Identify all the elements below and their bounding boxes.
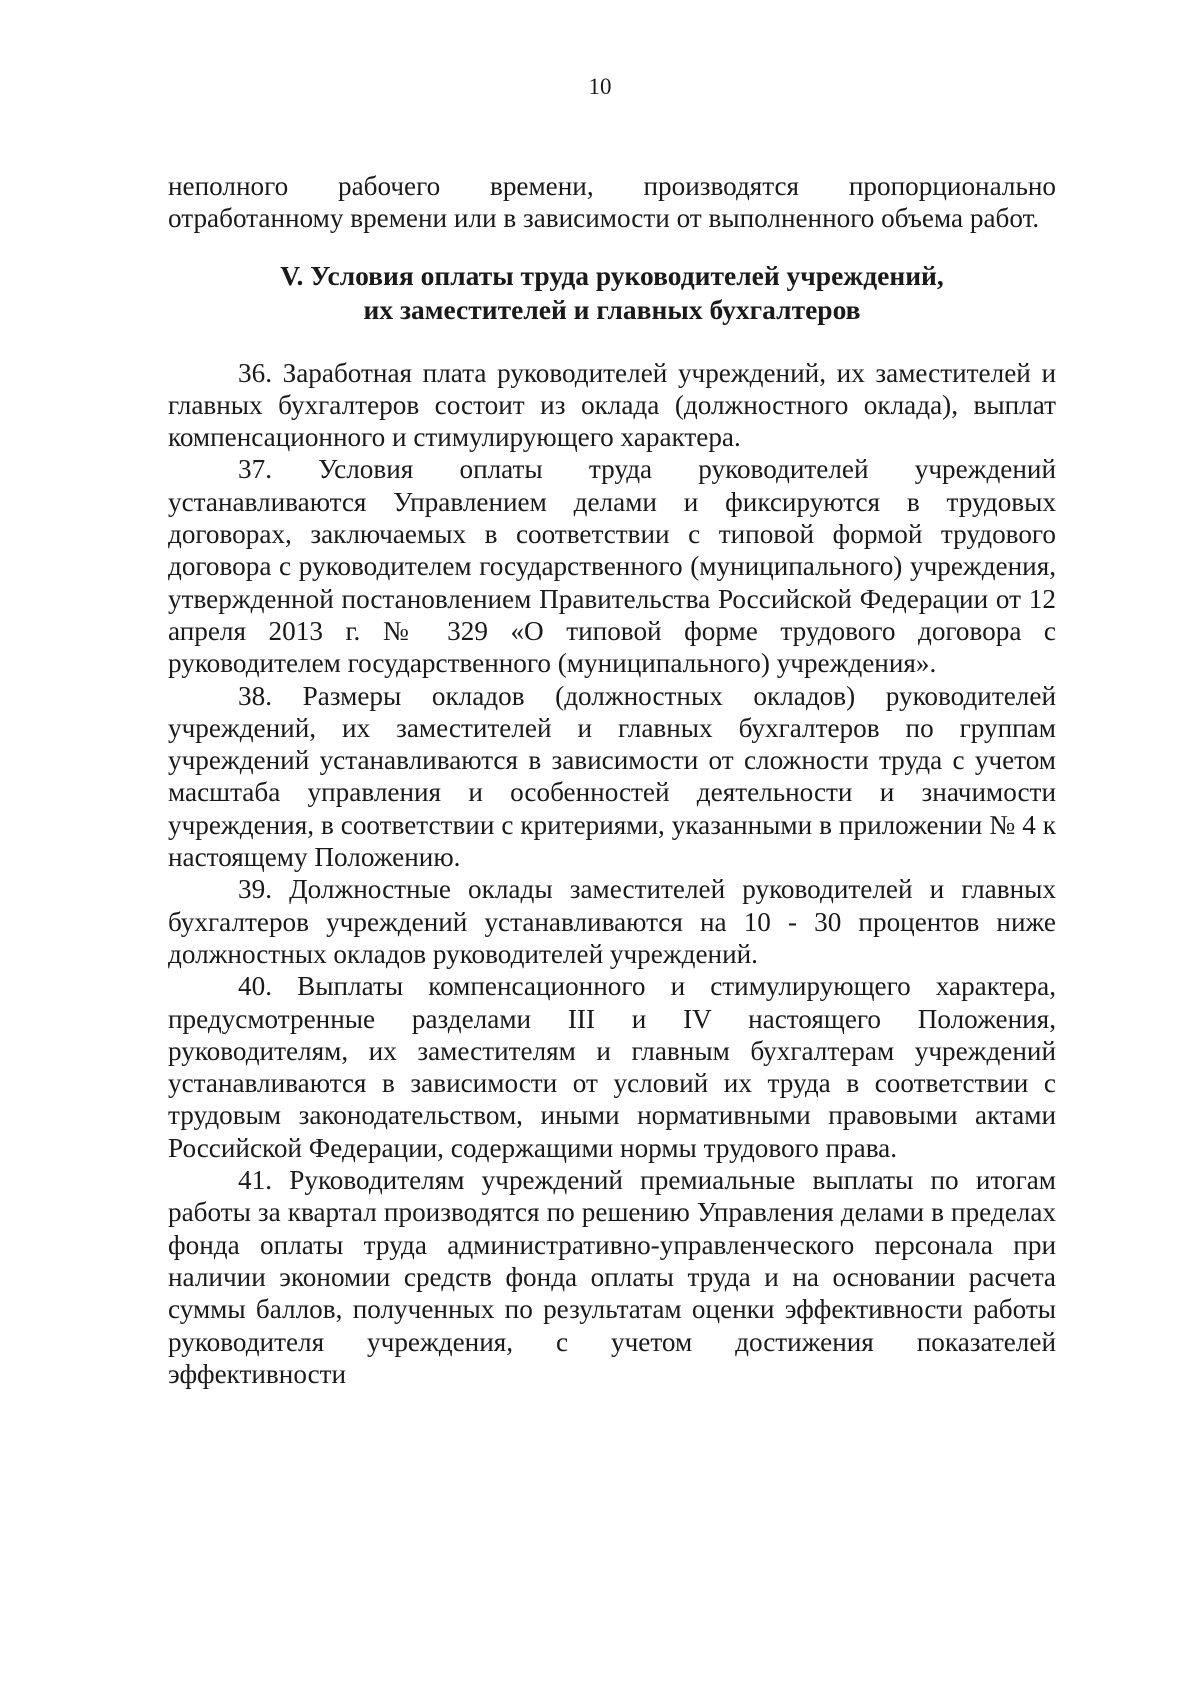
paragraph-38: 38. Размеры окладов (должностных окладов) руководителей учреждений, их заместителей и главных бухгалтеров по группам учреждений устанавливаются в зависимости от сложности труда с учетом масштаба управления и особенностей деятельности и значимости учреждения, в соответствии с критериями, указанными в приложении № 4 к настоящему Положению. [168, 680, 1056, 873]
paragraph-39: 39. Должностные оклады заместителей руководителей и главных бухгалтеров учреждений устанавливаются на 10 - 30 процентов ниже должностных окладов руководителей учреждений. [168, 874, 1056, 969]
paragraph-41: 41. Руководителям учреждений премиальные выплаты по итогам работы за квартал производятся по решению Управления делами в пределах фонда оплаты труда административно-управленческого персонала при наличии экономии средств фонда оплаты труда и на основании расчета суммы баллов, полученных по результатам оценки эффективности работы руководителя учреждения, с учетом достижения показателей эффективности [168, 1165, 1056, 1389]
paragraph-40: 40. Выплаты компенсационного и стимулирующего характера, предусмотренные разделами III и IV настоящего Положения, руководителям, их заместителям и главным бухгалтерам учреждений устанавливаются в зависимости от условий их труда в соответствии с трудовым законодательством, иными нормативными правовыми актами Российской Федерации, содержащими нормы трудового права. [168, 971, 1056, 1163]
page-number: 10 [588, 74, 612, 99]
section-heading-line-1: V. Условия оплаты труда руководителей учреждений, [280, 259, 944, 291]
paragraph-37: 37. Условия оплаты труда руководителей учреждений устанавливаются Управлением делами и фиксируются в трудовых договорах, заключаемых в соответствии с типовой формой трудового договора с руководителем государственного (муниципального) учреждения, утвержденной постановлением Правительства Российской Федерации от 12 апреля 2013 г. № 329 «О типовой форме трудового договора с руководителем государственного (муниципального) учреждения». [168, 454, 1056, 679]
section-heading-line-2: их заместителей и главных бухгалтеров [363, 293, 861, 325]
section-heading [168, 259, 1056, 327]
document-body [168, 170, 1056, 1390]
paragraph-36: 36. Заработная плата руководителей учреждений, их заместителей и главных бухгалтеров состоит из оклада (должностного оклада), выплат компенсационного и стимулирующего характера. [168, 357, 1056, 453]
intro-paragraph: неполного рабочего времени, производятся пропорционально отработанному времени или в зависимости от выполненного объема работ. [168, 171, 1056, 234]
